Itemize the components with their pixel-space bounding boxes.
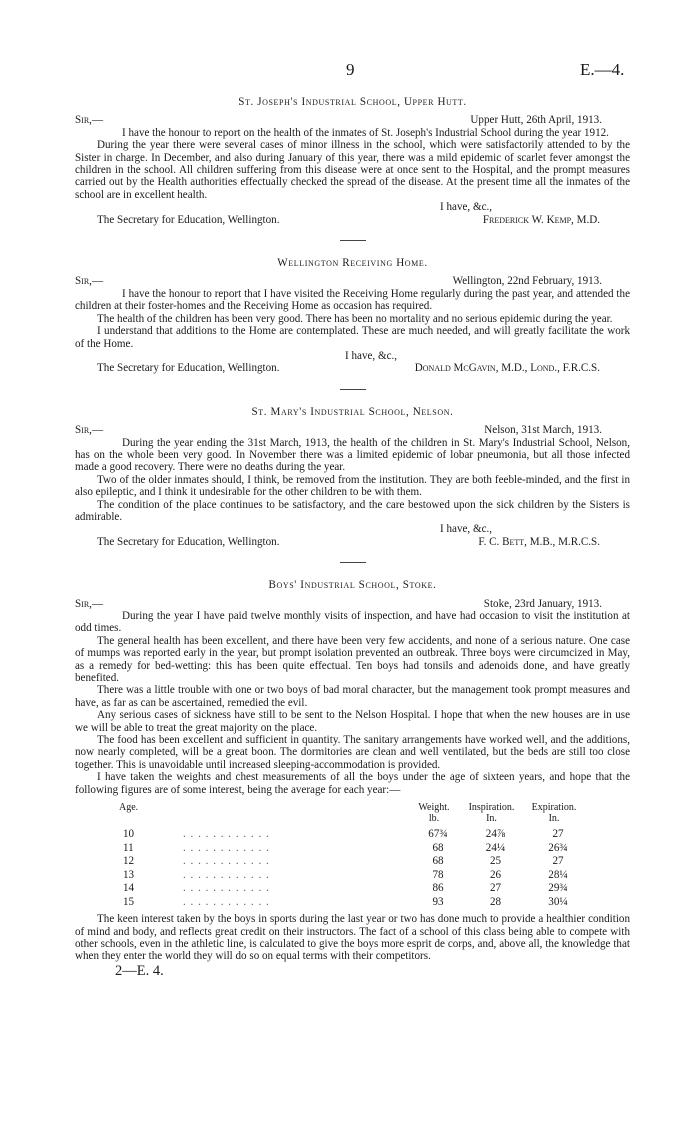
- row-age: 15: [123, 895, 135, 908]
- section-divider: [340, 240, 366, 241]
- header-expiration-unit: In.: [548, 813, 560, 825]
- table-row: [75, 842, 630, 856]
- row-inspiration: 26: [489, 868, 502, 881]
- paragraph: Two of the older inmates should, I think, be removed from the institution. They are both feeble-minded, and the first in also epileptic, and I think it undesirable for the other children to be with them.: [75, 473, 630, 499]
- header-inspiration: Inspiration.: [468, 802, 515, 814]
- paragraph: I have the honour to report on the health of the inmates of St. Joseph's Industrial School during the year 1912.: [122, 126, 609, 139]
- paragraph: The keen interest taken by the boys in sports during the last year or two has done much to provide a healthier condition of mind and body, and reflects great credit on their instructors. The fact of a school of this class being able to compete with other schools, even in the athletic line, is calculated to give the boys more esprit de corps, and, above all, the knowledge that when they enter the world they will do so on equal terms with their competitors.: [75, 913, 630, 963]
- salutation: Sir,—: [75, 275, 104, 288]
- header-weight-unit: lb.: [428, 813, 440, 825]
- row-expiration: 30¼: [548, 895, 568, 908]
- row-expiration: 27: [552, 828, 564, 841]
- letter-st-marys: [75, 406, 630, 548]
- table-row: [75, 869, 630, 883]
- header-inspiration-unit: In.: [486, 813, 497, 825]
- row-age: 11: [123, 841, 134, 854]
- row-age: 10: [123, 828, 135, 841]
- measurements-table: [75, 802, 630, 909]
- addressee: The Secretary for Education, Wellington.: [97, 213, 280, 226]
- closing: I have, &c.,: [440, 201, 493, 214]
- row-inspiration: 27: [489, 882, 502, 895]
- page-number: 9: [346, 60, 355, 79]
- signature: Frederick W. Kemp, M.D.: [482, 213, 600, 226]
- header-age: Age.: [119, 802, 139, 814]
- row-leader: . . . . . . . . . . . .: [183, 895, 270, 908]
- letter-boys-industrial-school: [75, 579, 630, 963]
- section-divider: [340, 562, 366, 563]
- row-leader: . . . . . . . . . . . .: [183, 841, 270, 854]
- row-expiration: 28¼: [548, 868, 568, 881]
- report-reference: E.—4.: [580, 60, 625, 79]
- row-age: 14: [123, 882, 135, 895]
- addressee: The Secretary for Education, Wellington.: [97, 535, 280, 548]
- letter-date: Nelson, 31st March, 1913.: [484, 424, 602, 437]
- letter-date: Wellington, 22nd February, 1913.: [452, 275, 602, 288]
- header-weight: Weight.: [418, 802, 450, 814]
- row-weight: 68: [432, 841, 444, 854]
- letter-wellington-receiving-home: [75, 257, 630, 375]
- section-divider: [340, 389, 366, 390]
- table-row: [75, 896, 630, 910]
- row-leader: . . . . . . . . . . . .: [183, 882, 270, 895]
- table-row: [75, 882, 630, 896]
- table-header: [75, 802, 630, 828]
- row-weight: 68: [432, 855, 444, 868]
- row-inspiration: 28: [489, 895, 502, 908]
- letter-date: Stoke, 23rd January, 1913.: [483, 597, 602, 610]
- salutation: Sir,—: [75, 424, 104, 437]
- paragraph: During the year ending the 31st March, 1913, the health of the children in St. Mary's Industrial School, Nelson, has on the whole been very good. In November there was a limited epidemic of lobar pneumonia, but all those infected made a good recovery. There were no deaths during the year.: [75, 436, 630, 474]
- paragraph: There was a little trouble with one or two boys of bad moral character, but the management took prompt measures and have, as far as can be ascertained, remedied the evil.: [75, 684, 630, 709]
- addressee: The Secretary for Education, Wellington.: [97, 362, 280, 375]
- row-leader: . . . . . . . . . . . .: [183, 855, 270, 868]
- paragraph: I have the honour to report that I have visited the Receiving Home regularly during the past year, and attended the children at their foster-homes and the Receiving Home as occasion has required.: [75, 287, 630, 313]
- row-expiration: 29¾: [548, 882, 568, 895]
- salutation: Sir,—: [75, 597, 104, 610]
- row-weight: 86: [432, 882, 444, 895]
- paragraph: The condition of the place continues to be satisfactory, and the care bestowed upon the sick children by the Sisters is admirable.: [75, 498, 630, 523]
- paragraph: The food has been excellent and sufficient in quantity. The sanitary arrangements have worked well, and the additions, now nearly completed, will be a great boon. The dormitories are clean and well ventilated, but the beds are still too close together. This is unavoidable until increased sleeping-accommodation is provided.: [75, 734, 630, 771]
- paragraph: The general health has been excellent, and there have been very few accidents, and none of a serious nature. One case of mumps was reported early in the year, but prompt isolation prevented an outbreak. Three boys were circumcized in May, as a remedy for bed-wetting: this has been quite effectual. Ten boys had tonsils and adenoids done, and have greatly benefited.: [75, 634, 630, 685]
- table-row: [75, 828, 630, 842]
- closing: I have, &c.,: [345, 349, 398, 362]
- section-title: Boys' Industrial School, Stoke.: [268, 579, 437, 592]
- row-age: 12: [123, 855, 135, 868]
- signature: Donald McGavin, M.D., Lond., F.R.C.S.: [414, 362, 600, 375]
- row-age: 13: [123, 868, 135, 881]
- table-row: [75, 855, 630, 869]
- signature-mark: 2—E. 4.: [115, 962, 164, 979]
- row-inspiration: 25: [489, 855, 502, 868]
- row-leader: . . . . . . . . . . . .: [183, 868, 270, 881]
- section-title: St. Mary's Industrial School, Nelson.: [251, 405, 454, 418]
- section-title: Wellington Receiving Home.: [277, 257, 428, 270]
- row-expiration: 26¾: [548, 841, 568, 854]
- paragraph: Any serious cases of sickness have still to be sent to the Nelson Hospital. I hope that when the new houses are in use we will be able to treat the great majority on the place.: [75, 709, 630, 734]
- signature: F. C. Bett, M.B., M.R.C.S.: [478, 535, 600, 548]
- row-inspiration: 24¼: [485, 841, 506, 854]
- letter-st-josephs: [75, 96, 630, 226]
- paragraph: During the year I have paid twelve monthly visits of inspection, and have had occasion to visit the institution at odd times.: [75, 610, 630, 635]
- row-weight: 67¾: [428, 828, 448, 841]
- closing: I have, &c.,: [440, 523, 493, 536]
- letter-date: Upper Hutt, 26th April, 1913.: [470, 114, 602, 127]
- row-inspiration: 24⅞: [485, 828, 506, 841]
- paragraph: During the year there were several cases of minor illness in the school, which were satisfactorily attended to by the Sister in charge. In December, and also during January of this year, there was a mild epidemic of scarlet fever amongst the children in the school. All children suffering from this disease were at once sent to the Hospital, and the prompt measures carried out by the Health authorities effectually checked the spread of the disease. At the present time all the inmates of the school are in excellent health.: [75, 139, 630, 201]
- salutation: Sir,—: [75, 114, 104, 127]
- row-expiration: 27: [552, 855, 564, 868]
- header-expiration: Expiration.: [531, 802, 577, 814]
- paragraph: I have taken the weights and chest measurements of all the boys under the age of sixteen years, and hope that the following figures are of some interest, being the average for each year:—: [75, 771, 630, 796]
- row-weight: 93: [432, 895, 444, 908]
- page-body: [75, 96, 630, 977]
- paragraph: I understand that additions to the Home are contemplated. These are much needed, and will greatly facilitate the work of the Home.: [75, 325, 630, 350]
- section-title: St. Joseph's Industrial School, Upper Hutt.: [238, 96, 467, 108]
- table-body: [75, 828, 630, 909]
- paragraph: The health of the children has been very good. There has been no mortality and no serious epidemic during the year.: [97, 312, 613, 325]
- row-leader: . . . . . . . . . . . .: [183, 828, 270, 841]
- row-weight: 78: [432, 868, 444, 881]
